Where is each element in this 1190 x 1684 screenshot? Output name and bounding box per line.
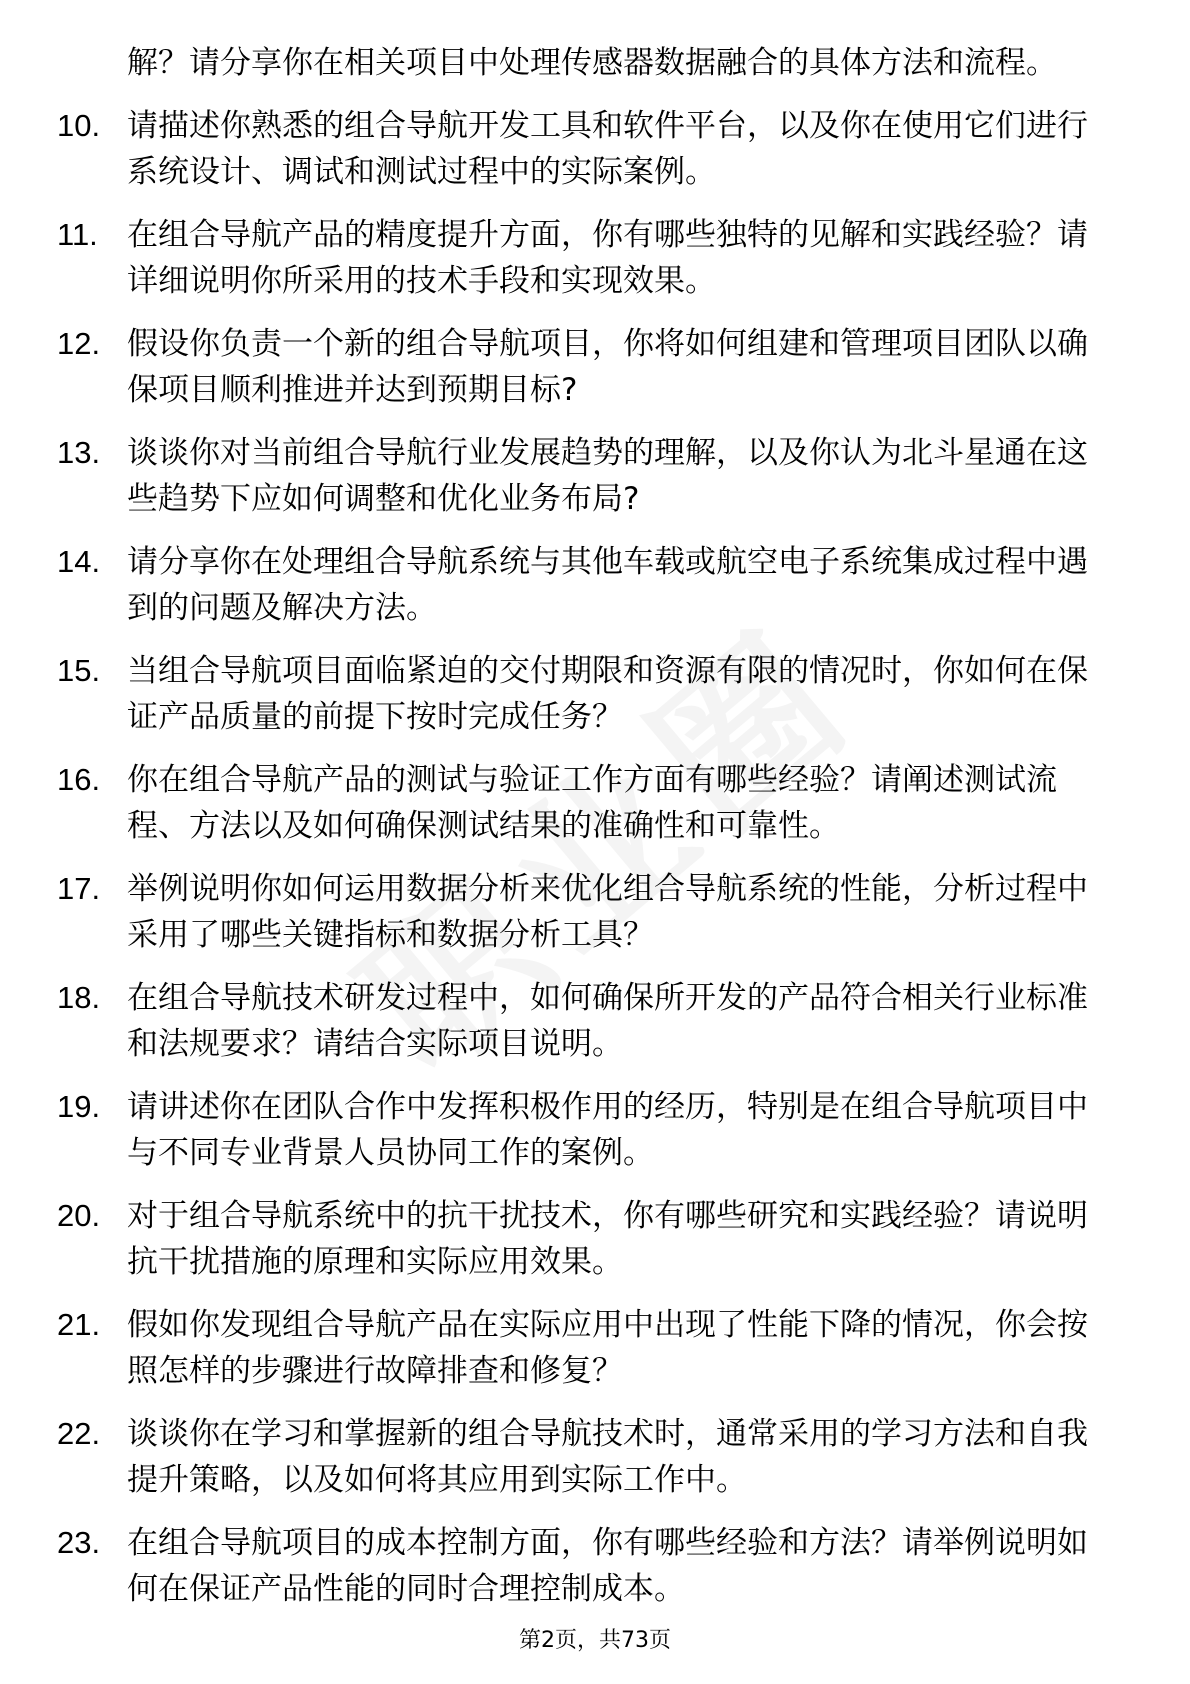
question-text: 假如你发现组合导航产品在实际应用中出现了性能下降的情况，你会按照怎样的步骤进行故障排查和修复？ <box>127 1307 1088 1389</box>
list-item <box>0 1520 1117 1612</box>
question-number: 21. <box>57 1307 101 1342</box>
page-number: 第2页，共73页 <box>519 1628 671 1653</box>
list-item <box>0 103 1117 195</box>
question-text: 请分享你在处理组合导航系统与其他车载或航空电子系统集成过程中遇到的问题及解决方法。 <box>127 544 1088 626</box>
question-text: 在组合导航项目的成本控制方面，你有哪些经验和方法？请举例说明如何在保证产品性能的同时合理控制成本。 <box>127 1525 1088 1607</box>
list-item <box>0 430 1117 522</box>
question-text: 对于组合导航系统中的抗干扰技术，你有哪些研究和实践经验？请说明抗干扰措施的原理和实际应用效果。 <box>127 1198 1088 1280</box>
question-number: 13. <box>57 435 101 470</box>
question-text: 在组合导航技术研发过程中，如何确保所开发的产品符合相关行业标准和法规要求？请结合实际项目说明。 <box>127 980 1088 1062</box>
question-text: 解？请分享你在相关项目中处理传感器数据融合的具体方法和流程。 <box>127 45 1057 81</box>
list-item <box>0 321 1117 413</box>
question-number: 14. <box>57 544 101 579</box>
list-item <box>0 648 1117 740</box>
question-text: 你在组合导航产品的测试与验证工作方面有哪些经验？请阐述测试流程、方法以及如何确保测试结果的准确性和可靠性。 <box>127 762 1057 844</box>
question-text: 举例说明你如何运用数据分析来优化组合导航系统的性能，分析过程中采用了哪些关键指标和数据分析工具？ <box>127 871 1088 953</box>
list-item <box>0 1193 1117 1285</box>
list-item <box>0 866 1117 958</box>
question-text: 在组合导航产品的精度提升方面，你有哪些独特的见解和实践经验？请详细说明你所采用的技术手段和实现效果。 <box>127 217 1088 299</box>
list-item <box>0 539 1117 631</box>
question-number: 19. <box>57 1089 101 1124</box>
question-number: 18. <box>57 980 101 1015</box>
question-number: 12. <box>57 326 101 361</box>
question-number: 22. <box>57 1416 101 1451</box>
question-text: 当组合导航项目面临紧迫的交付期限和资源有限的情况时，你如何在保证产品质量的前提下按时完成任务？ <box>127 653 1088 735</box>
question-number: 11. <box>57 217 98 252</box>
question-text: 谈谈你对当前组合导航行业发展趋势的理解，以及你认为北斗星通在这些趋势下应如何调整和优化业务布局? <box>127 435 1088 517</box>
list-item-continuation <box>0 40 1117 86</box>
list-item <box>0 212 1117 304</box>
list-item <box>0 975 1117 1067</box>
question-number: 20. <box>57 1198 101 1233</box>
question-text: 请讲述你在团队合作中发挥积极作用的经历，特别是在组合导航项目中与不同专业背景人员协同工作的案例。 <box>127 1089 1088 1171</box>
question-number: 17. <box>57 871 101 906</box>
list-item <box>0 1084 1117 1176</box>
list-item <box>0 1411 1117 1503</box>
question-text: 谈谈你在学习和掌握新的组合导航技术时，通常采用的学习方法和自我提升策略，以及如何将其应用到实际工作中。 <box>127 1416 1088 1498</box>
question-text: 请描述你熟悉的组合导航开发工具和软件平台，以及你在使用它们进行系统设计、调试和测试过程中的实际案例。 <box>127 108 1088 190</box>
question-number: 10. <box>57 108 101 143</box>
question-list <box>0 40 1190 1629</box>
question-text: 假设你负责一个新的组合导航项目，你将如何组建和管理项目团队以确保项目顺利推进并达到预期目标? <box>127 326 1088 408</box>
question-number: 15. <box>57 653 101 688</box>
list-item <box>0 1302 1117 1394</box>
question-number: 16. <box>57 762 101 797</box>
list-item <box>0 757 1117 849</box>
question-number: 23. <box>57 1525 101 1560</box>
